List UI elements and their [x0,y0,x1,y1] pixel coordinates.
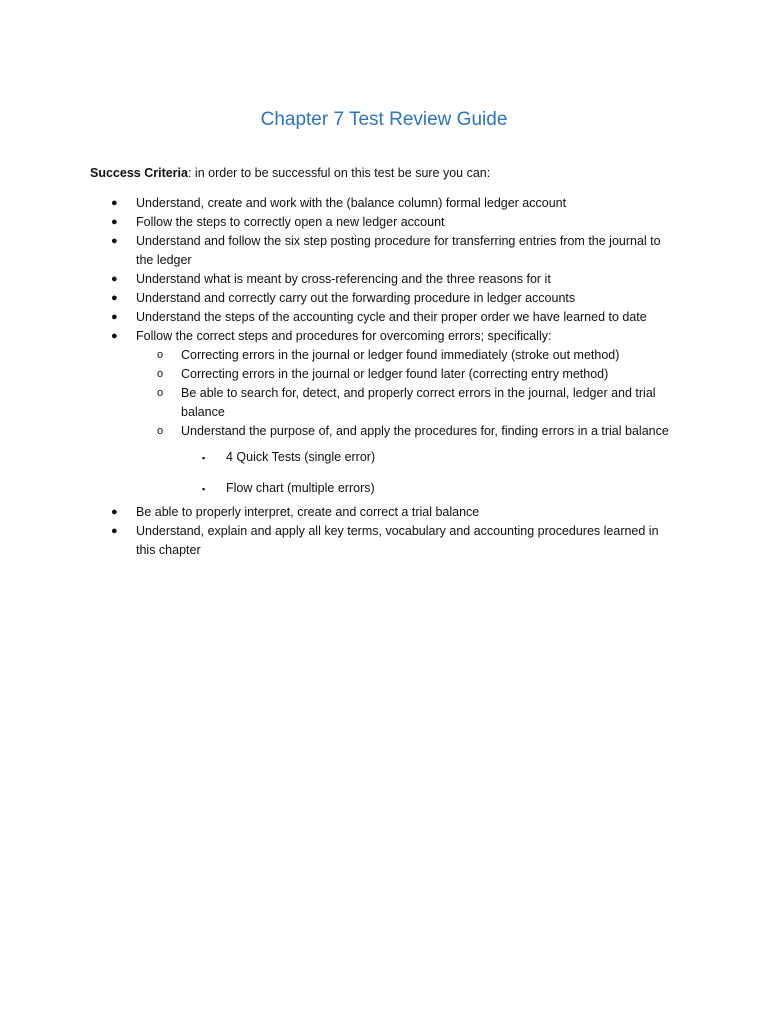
list-item-text: Follow the steps to correctly open a new ledger account [136,215,445,229]
bullet-icon: ● [111,525,118,537]
sub-sub-list-item-text: 4 Quick Tests (single error) [226,450,376,464]
sub-list-item [0,346,768,365]
bullet-icon: ● [111,330,118,342]
list-item [0,503,768,522]
sub-list-item-text: Correcting errors in the journal or ledger found immediately (stroke out method) [181,348,620,362]
circle-bullet-icon: o [157,349,164,361]
intro-text: : in order to be successful on this test be sure you can: [187,166,491,180]
list-item-text: Understand, explain and apply all key terms, vocabulary and accounting procedures learned in this chapter [136,524,659,557]
circle-bullet-icon: o [157,368,164,380]
list-item [0,289,768,308]
list-item-text: Be able to properly interpret, create and correct a trial balance [136,505,480,519]
document-title: Chapter 7 Test Review Guide [260,109,508,130]
sub-list-item [0,365,768,384]
bullet-icon: ● [111,273,118,285]
sub-sub-list-item [0,448,768,467]
list-item-text: Understand and follow the six step posting procedure for transferring entries from the journal to the ledger [136,234,661,267]
intro-label: Success Criteria [90,166,188,180]
list-item [0,522,768,560]
bullet-icon: ● [111,235,118,247]
square-bullet-icon: ▪ [202,453,206,463]
sub-list-item-text: Be able to search for, detect, and properly correct errors in the journal, ledger and trial balance [181,386,656,419]
list-item-text: Understand what is meant by cross-referencing and the three reasons for it [136,272,551,286]
bullet-icon: ● [111,506,118,518]
sub-list-item-text: Understand the purpose of, and apply the procedures for, finding errors in a trial balance [181,424,669,438]
sub-sub-list-item-text: Flow chart (multiple errors) [226,481,375,495]
sub-list-item [0,422,768,441]
circle-bullet-icon: o [157,387,164,399]
bullet-icon: ● [111,292,118,304]
sub-list-item [0,384,768,422]
list-item [0,327,768,346]
intro-paragraph [90,165,490,181]
list-item-text: Follow the correct steps and procedures for overcoming errors; specifically: [136,329,552,343]
list-item [0,270,768,289]
list-item-text: Understand, create and work with the (balance column) formal ledger account [136,196,567,210]
bullet-icon: ● [111,197,118,209]
bullet-icon: ● [111,216,118,228]
circle-bullet-icon: o [157,425,164,437]
sub-sub-list-item [0,479,768,498]
list-item-text: Understand the steps of the accounting cycle and their proper order we have learned to date [136,310,647,324]
sub-list-item-text: Correcting errors in the journal or ledger found later (correcting entry method) [181,367,609,381]
square-bullet-icon: ▪ [202,484,206,494]
list-item [0,308,768,327]
success-criteria-list [0,194,768,560]
list-item [0,213,768,232]
bullet-icon: ● [111,311,118,323]
list-item [0,194,768,213]
list-item-text: Understand and correctly carry out the forwarding procedure in ledger accounts [136,291,576,305]
list-item [0,232,768,270]
